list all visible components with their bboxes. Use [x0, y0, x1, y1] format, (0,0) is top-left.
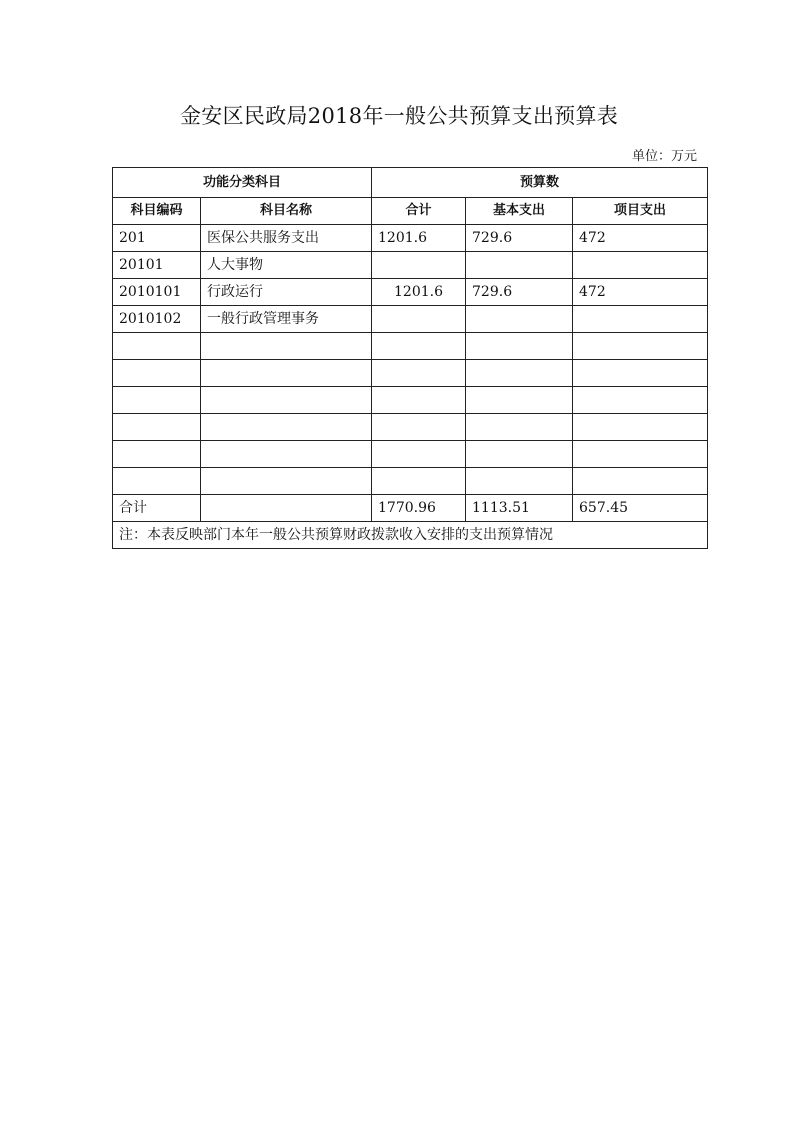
total-row — [113, 495, 708, 522]
cell-code: 20101 — [113, 252, 201, 279]
cell-total: 1201.6 — [372, 225, 466, 252]
empty-cell — [573, 387, 708, 414]
empty-cell — [466, 387, 573, 414]
column-header-code: 科目编码 — [113, 198, 201, 225]
empty-cell — [372, 441, 466, 468]
empty-cell — [201, 468, 372, 495]
empty-cell — [113, 360, 201, 387]
empty-row — [113, 360, 708, 387]
empty-row — [113, 414, 708, 441]
column-header-basic: 基本支出 — [466, 198, 573, 225]
cell-basic: 729.6 — [466, 225, 573, 252]
empty-cell — [573, 441, 708, 468]
empty-cell — [201, 387, 372, 414]
column-header-name: 科目名称 — [201, 198, 372, 225]
budget-amount-header: 预算数 — [372, 168, 708, 198]
empty-cell — [372, 414, 466, 441]
note-row — [113, 522, 708, 549]
table-row — [113, 306, 708, 333]
empty-cell — [372, 468, 466, 495]
empty-cell — [573, 360, 708, 387]
column-header-project: 项目支出 — [573, 198, 708, 225]
cell-project — [573, 252, 708, 279]
group-header-row — [113, 168, 708, 198]
empty-cell — [466, 468, 573, 495]
cell-project — [573, 306, 708, 333]
empty-cell — [113, 441, 201, 468]
empty-row — [113, 468, 708, 495]
empty-cell — [573, 333, 708, 360]
table-note: 注：本表反映部门本年一般公共预算财政拨款收入安排的支出预算情况 — [113, 522, 708, 549]
cell-total — [372, 252, 466, 279]
cell-name: 人大事物 — [201, 252, 372, 279]
total-amount: 1770.96 — [372, 495, 466, 522]
page-title: 金安区民政局2018年一般公共预算支出预算表 — [180, 104, 619, 128]
empty-cell — [573, 414, 708, 441]
unit-label: 单位：万元 — [632, 149, 698, 164]
cell-name: 医保公共服务支出 — [201, 225, 372, 252]
empty-cell — [113, 387, 201, 414]
table-row — [113, 279, 708, 306]
empty-row — [113, 387, 708, 414]
empty-cell — [466, 360, 573, 387]
cell-project: 472 — [573, 279, 708, 306]
cell-total: 1201.6 — [372, 279, 466, 306]
cell-basic — [466, 306, 573, 333]
functional-classification-header: 功能分类科目 — [113, 168, 372, 198]
empty-cell — [113, 414, 201, 441]
cell-code: 2010102 — [113, 306, 201, 333]
empty-cell — [573, 468, 708, 495]
empty-cell — [113, 333, 201, 360]
cell-basic: 729.6 — [466, 279, 573, 306]
budget-table — [112, 167, 708, 549]
table-row — [113, 225, 708, 252]
cell-basic — [466, 252, 573, 279]
empty-cell — [201, 441, 372, 468]
total-basic: 1113.51 — [466, 495, 573, 522]
empty-row — [113, 441, 708, 468]
empty-cell — [466, 333, 573, 360]
column-header-row — [113, 198, 708, 225]
total-name-cell — [201, 495, 372, 522]
empty-cell — [466, 414, 573, 441]
total-label: 合计 — [113, 495, 201, 522]
empty-cell — [113, 468, 201, 495]
empty-cell — [201, 360, 372, 387]
cell-name: 行政运行 — [201, 279, 372, 306]
empty-cell — [466, 441, 573, 468]
empty-cell — [201, 414, 372, 441]
cell-code: 201 — [113, 225, 201, 252]
cell-project: 472 — [573, 225, 708, 252]
column-header-total: 合计 — [372, 198, 466, 225]
empty-row — [113, 333, 708, 360]
cell-name: 一般行政管理事务 — [201, 306, 372, 333]
cell-total — [372, 306, 466, 333]
empty-cell — [201, 333, 372, 360]
cell-code: 2010101 — [113, 279, 201, 306]
total-project: 657.45 — [573, 495, 708, 522]
table-row — [113, 252, 708, 279]
empty-cell — [372, 333, 466, 360]
empty-cell — [372, 360, 466, 387]
empty-cell — [372, 387, 466, 414]
